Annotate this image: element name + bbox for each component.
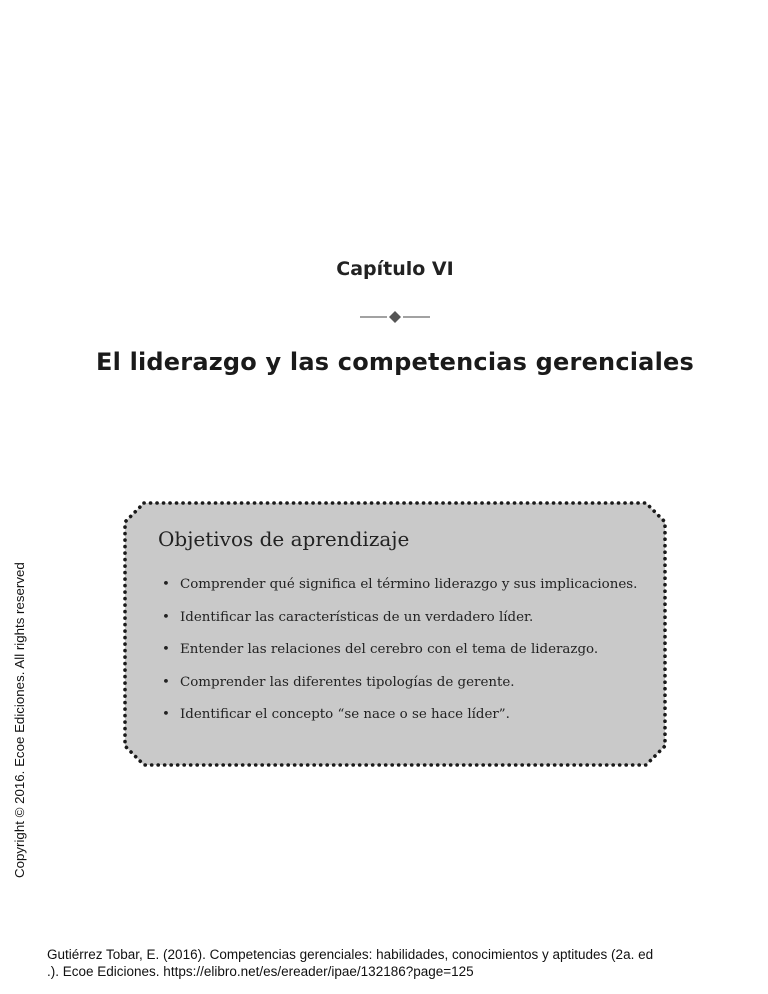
bullet-icon: • xyxy=(162,609,170,625)
list-item xyxy=(160,642,650,675)
list-item xyxy=(160,610,650,643)
objectives-heading: Objetivos de aprendizaje xyxy=(158,527,410,551)
diamond-ornament-icon xyxy=(360,309,430,325)
citation-line-2: .). Ecoe Ediciones. https://elibro.net/es/ereader/ipae/132186?page=125 xyxy=(47,964,474,979)
list-item xyxy=(160,675,650,708)
citation xyxy=(47,946,757,980)
chapter-title: El liderazgo y las competencias gerenciales xyxy=(96,348,694,376)
bullet-icon: • xyxy=(162,642,170,657)
list-item xyxy=(160,577,650,610)
list-item xyxy=(160,707,650,740)
objective-text: Identificar el concepto “se nace o se hace líder”. xyxy=(180,707,510,722)
bullet-icon: • xyxy=(162,674,170,690)
objectives-list xyxy=(160,577,650,740)
bullet-icon: • xyxy=(162,707,170,722)
objective-text: Comprender las diferentes tipologías de gerente. xyxy=(180,674,515,690)
objective-text: Entender las relaciones del cerebro con el tema de liderazgo. xyxy=(180,642,599,657)
copyright-notice: Copyright © 2016. Ecoe Ediciones. All rights reserved xyxy=(12,562,27,878)
objective-text: Identificar las características de un verdadero líder. xyxy=(180,609,534,625)
citation-line-1: Gutiérrez Tobar, E. (2016). Competencias gerenciales: habilidades, conocimientos y aptitudes (2a. ed xyxy=(47,947,654,962)
chapter-label: Capítulo VI xyxy=(336,258,454,280)
bullet-icon: • xyxy=(162,577,170,592)
objective-text: Comprender qué significa el término liderazgo y sus implicaciones. xyxy=(180,577,638,592)
